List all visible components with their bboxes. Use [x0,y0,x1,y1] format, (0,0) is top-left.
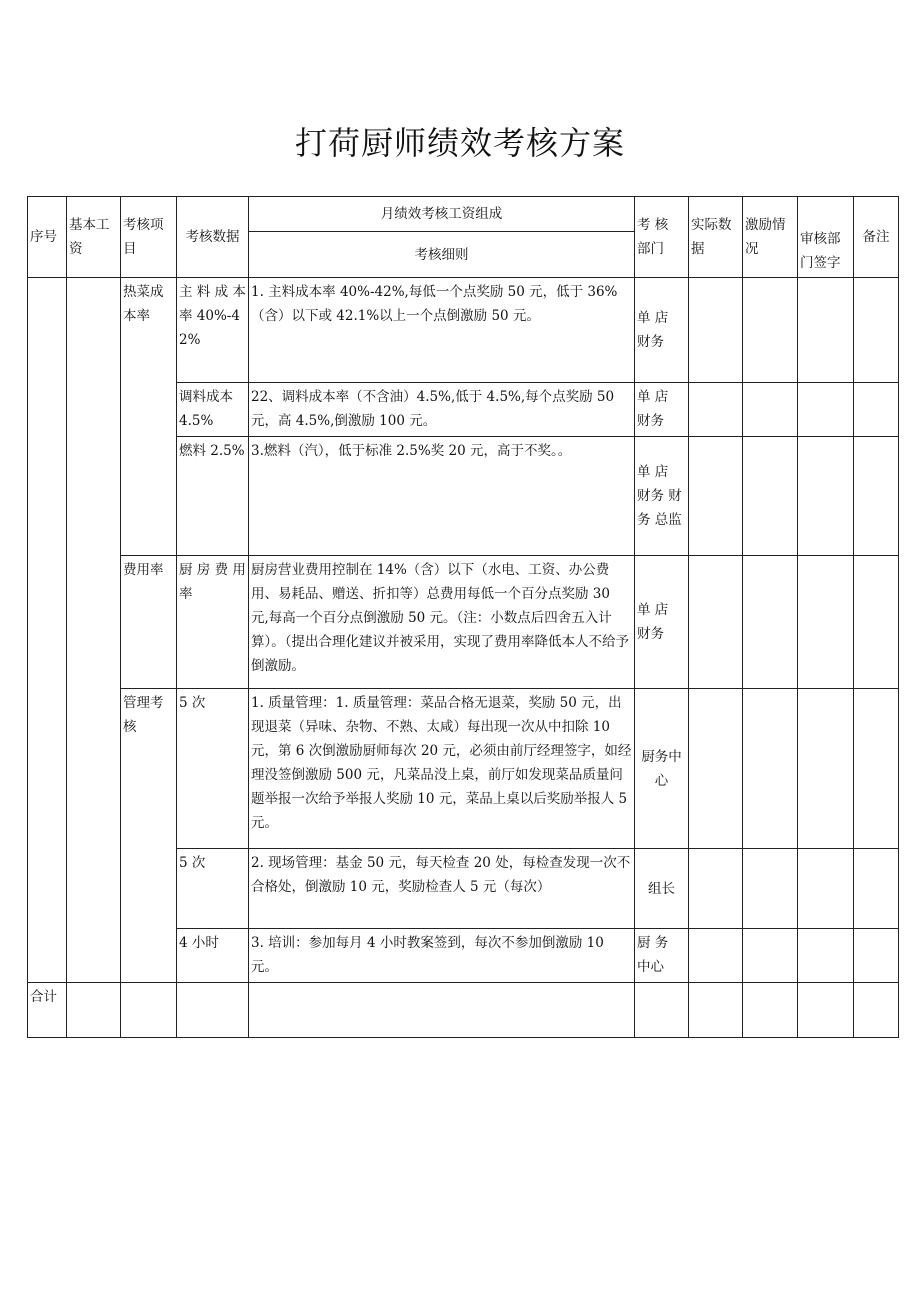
detail-cell: 厨房营业费用控制在 14%（含）以下（水电、工资、办公费用、易耗品、赠送、折扣等）总费用每低一个百分点奖励 30 元,每高一个百分点倒激励 50 元。（注：小数点后四舍五入计算）。（提出合理化建议并被采用，实现了费用率降低本人不给予倒激励。 [249,556,635,689]
header-seq: 序号 [28,197,67,278]
total-row [28,983,899,1038]
total-cell [689,983,743,1038]
detail-cell: 1. 质量管理：1. 质量管理：菜品合格无退菜，奖励 50 元，出现退菜（异味、杂物、不熟、太咸）每出现一次从中扣除 10 元，第 6 次倒激励厨师每次 20 元，必须由前厅经理签字，如经理没签倒激励 500 元，凡菜品没上桌，前厅如发现菜品质量问题举报一次给予举报人奖励 10 元，菜品上桌以后奖励举报人 5 元。 [249,689,635,849]
remark-cell [854,929,899,983]
item-cell: 费用率 [121,556,177,689]
assessment-table [27,196,899,1038]
data-cell: 厨 房 费 用率 [177,556,249,689]
actual-cell [689,689,743,849]
detail-cell: 2. 现场管理：基金 50 元，每天检查 20 处，每检查发现一次不合格处，倒激励 10 元，奖励检查人 5 元（每次） [249,849,635,929]
data-cell: 调料成本 4.5% [177,383,249,437]
dept-cell: 单 店 财务 财 务 总监 [635,437,689,556]
incentive-cell [743,383,798,437]
total-cell [743,983,798,1038]
data-cell: 4 小时 [177,929,249,983]
table-row [28,689,899,849]
signature-cell [798,929,854,983]
actual-cell [689,278,743,383]
total-cell [249,983,635,1038]
incentive-cell [743,689,798,849]
total-cell [121,983,177,1038]
dept-cell: 厨务中心 [635,689,689,849]
total-cell [635,983,689,1038]
incentive-cell [743,556,798,689]
signature-cell [798,849,854,929]
actual-cell [689,383,743,437]
remark-cell [854,278,899,383]
table-row [28,278,899,383]
remark-cell [854,556,899,689]
dept-cell: 单 店 财务 [635,556,689,689]
remark-cell [854,849,899,929]
header-detail: 考核细则 [249,232,635,278]
detail-cell: 3. 培训：参加每月 4 小时教案签到，每次不参加倒激励 10 元。 [249,929,635,983]
seq-cell [28,278,67,983]
total-cell [67,983,121,1038]
dept-cell: 单 店 财务 [635,278,689,383]
header-group: 月绩效考核工资组成 [249,197,635,232]
header-item: 考核项目 [121,197,177,278]
detail-cell: 22、调料成本率（不含油）4.5%,低于 4.5%,每个点奖励 50元，高 4.5%,倒激励 100 元。 [249,383,635,437]
signature-cell [798,437,854,556]
header-actual: 实际数据 [689,197,743,278]
data-cell: 5 次 [177,689,249,849]
incentive-cell [743,849,798,929]
signature-cell [798,278,854,383]
signature-cell [798,689,854,849]
data-cell: 5 次 [177,849,249,929]
signature-cell [798,556,854,689]
actual-cell [689,849,743,929]
dept-cell: 厨 务 中心 [635,929,689,983]
total-cell [177,983,249,1038]
table-row [28,556,899,689]
header-incentive: 激励情况 [743,197,798,278]
header-remark: 备注 [854,197,899,278]
item-cell: 热菜成本率 [121,278,177,556]
signature-cell [798,383,854,437]
remark-cell [854,383,899,437]
header-base-salary: 基本工资 [67,197,121,278]
incentive-cell [743,929,798,983]
actual-cell [689,556,743,689]
page-title: 打荷厨师绩效考核方案 [294,124,625,162]
dept-cell: 单 店 财务 [635,383,689,437]
base-salary-cell [67,278,121,983]
remark-cell [854,689,899,849]
actual-cell [689,437,743,556]
header-row [28,197,899,232]
incentive-cell [743,278,798,383]
header-signature: 审核部门签字 [798,197,854,278]
item-cell: 管理考核 [121,689,177,983]
header-data: 考核数据 [177,197,249,278]
remark-cell [854,437,899,556]
total-cell [854,983,899,1038]
detail-cell: 1. 主料成本率 40%-42%,每低一个点奖励 50 元，低于 36%（含）以下或 42.1%以上一个点倒激励 50 元。 [249,278,635,383]
incentive-cell [743,437,798,556]
header-dept: 考 核 部门 [635,197,689,278]
total-label: 合计 [28,983,67,1038]
data-cell: 燃料 2.5% [177,437,249,556]
total-cell [798,983,854,1038]
data-cell: 主 料 成 本 率 40%-42% [177,278,249,383]
actual-cell [689,929,743,983]
detail-cell: 3.燃料（汽），低于标准 2.5%奖 20 元，高于不奖。。 [249,437,635,556]
dept-cell: 组长 [635,849,689,929]
